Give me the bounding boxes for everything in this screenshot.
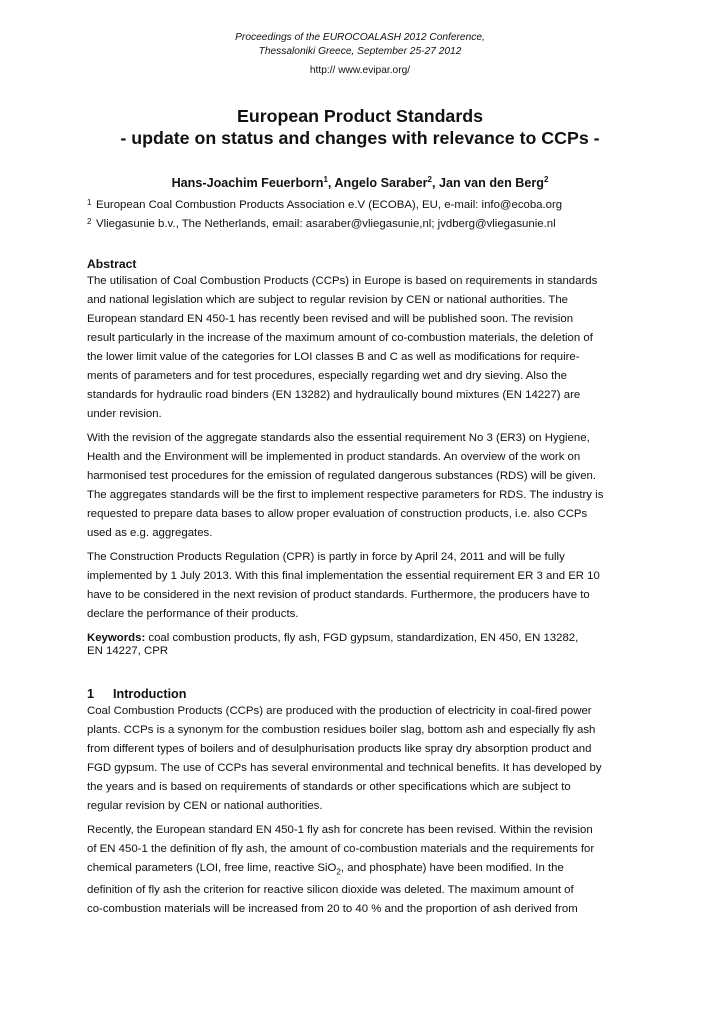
abstract-paragraph-1: The utilisation of Coal Combustion Products (CCPs) in Europe is based on requirements in standards and national legislation which are subject to regular revision by CEN or national authorities. The European standard EN 450-1 has recently been revised and will be published soon. The revision result particularly in the increase of the maximum amount of co-combustion materials, the deletion of the lower limit value of the categories for LOI classes B and C as well as modifications for require- ments of parameters and for test procedures, especially regarding wet and dry sieving. Also the standards for hydraulic road binders (EN 13282) and hydraulically bound mixtures (EN 14227) are under revision. — [87, 275, 598, 421]
paper-title — [87, 105, 633, 149]
affiliations — [87, 196, 633, 234]
affiliation-text: Vliegasunie b.v., The Netherlands, email: asaraber@vliegasunie,nl; jvdberg@vliegasunie.nl — [96, 218, 556, 231]
title-line-2: - update on status and changes with relevance to CCPs - — [120, 128, 600, 148]
author-3: Jan van den Berg — [438, 176, 544, 191]
introduction-paragraph-1: Coal Combustion Products (CCPs) are produced with the production of electricity in coal-fired power plants. CCPs is a synonym for the combustion residues boiler slag, bottom ash and especially fly ash from different types of boilers and of desulphurisation products like spray dry absorption product and FGD gypsum. The use of CCPs has several environmental and technical benefits. It has developed by the years and is based on requirements of standards or other specifications which are subject to regular revision by CEN or national authorities. — [87, 705, 602, 813]
introduction-paragraph-2: Recently, the European standard EN 450-1 fly ash for concrete has been revised. Within the revision of EN 450-1 the definition of fly ash, the amount of co-combustion materials and the requirements for chemical parameters (LOI, free lime, reactive SiO$_2$, and phosphate) have been modified. In the definition of fly ash the criterion for reactive silicon dioxide was deleted. The maximum amount of co-combustion materials will be increased from 20 to 40 % and the proportion of ash derived from — [87, 824, 595, 916]
title-line-1: European Product Standards — [236, 106, 483, 126]
author-list: Hans-Joachim Feuerborn$^1$, Angelo Saraber$^2$, Jan van den Berg$^2$ — [171, 175, 549, 191]
section-heading-introduction — [87, 686, 633, 702]
author-1-affiliation: 1 — [323, 175, 328, 184]
affiliation-1 — [87, 196, 633, 215]
conference-location: Thessaloniki Greece, September 25-27 2012 — [258, 46, 462, 57]
abstract-paragraph-3: The Construction Products Regulation (CPR) is partly in force by April 24, 2011 and will be fully implemented by 1 July 2013. With this final implementation the essential requirement ER 3 and ER 10 have to be considered in the next revision of product standards. Furthermore, the producers have to declare the performance of their products. — [87, 551, 600, 621]
author-1: Hans-Joachim Feuerborn — [171, 176, 324, 191]
conference-name: Proceedings of the EUROCOALASH 2012 Conference, — [235, 32, 485, 43]
author-2-affiliation: 2 — [427, 175, 432, 184]
affiliation-number: 2 — [87, 217, 92, 227]
author-2: Angelo Saraber — [334, 176, 428, 191]
author-3-affiliation: 2 — [543, 175, 549, 184]
abstract-paragraph-2: With the revision of the aggregate standards also the essential requirement No 3 (ER3) on Hygiene, Health and the Environment will be implemented in product standards. An overview of the work on harmonised test procedures for the emission of regulated dangerous substances (RDS) will be given. The aggregates standards will be the first to implement respective parameters for RDS. The industry is requested to prepare data bases to allow proper evaluation of construction products, i.e. also CCPs used as e.g. aggregates. — [87, 432, 604, 540]
keywords-label: Keywords: — [87, 632, 146, 645]
affiliation-text: European Coal Combustion Products Association e.V (ECOBA), EU, e-mail: info@ecoba.org — [96, 199, 563, 212]
section-title: Introduction — [113, 687, 187, 702]
keywords — [87, 632, 633, 658]
section-number: 1 — [87, 687, 95, 702]
abstract-heading: Abstract — [87, 257, 137, 272]
conference-header — [87, 0, 633, 78]
affiliation-2 — [87, 215, 633, 234]
affiliation-number: 1 — [87, 198, 92, 208]
keywords-line-1: coal combustion products, fly ash, FGD gypsum, standardization, EN 450, EN 13282, — [145, 632, 579, 645]
keywords-line-2: EN 14227, CPR — [87, 645, 169, 658]
conference-url[interactable]: http:// www.evipar.org/ — [309, 65, 411, 76]
